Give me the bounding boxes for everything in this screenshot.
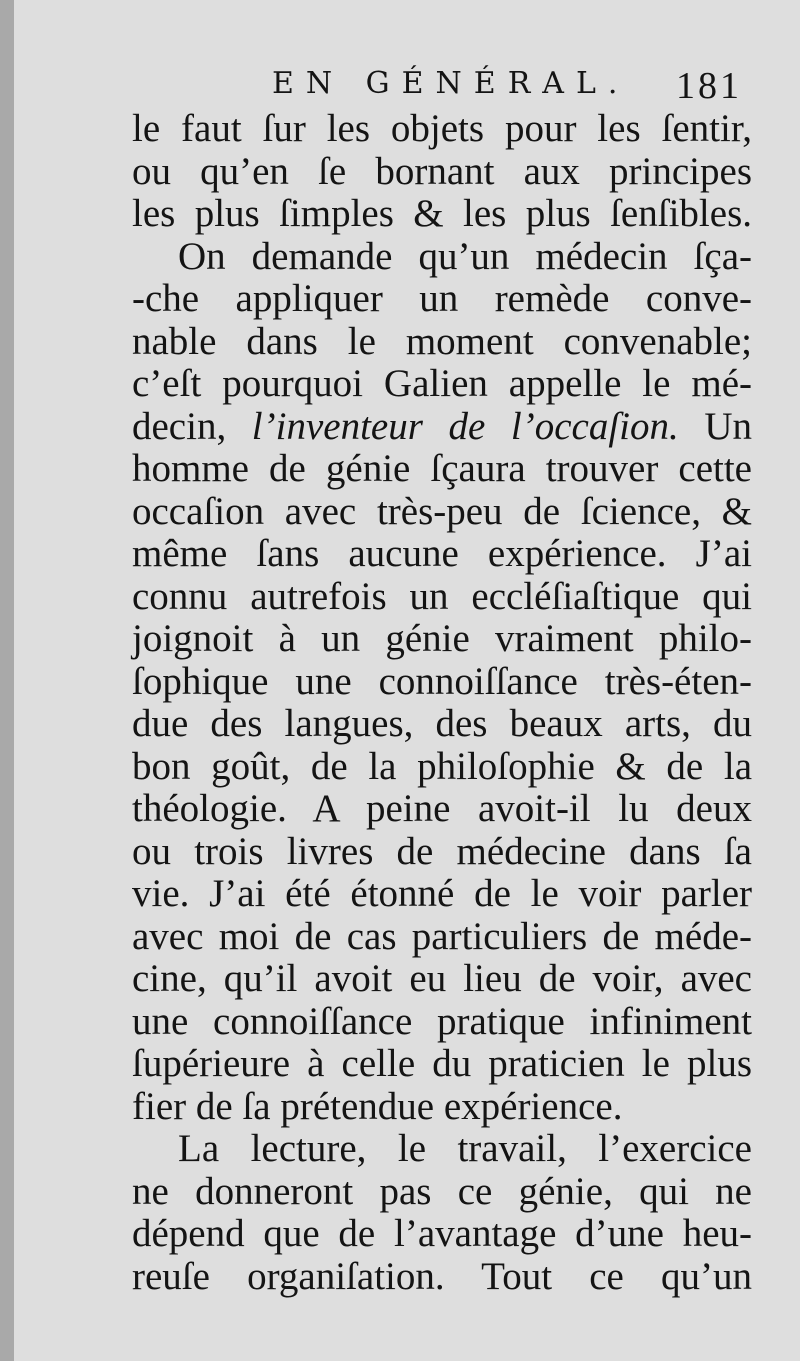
text-line: ou trois livres de médecine dans ſa xyxy=(132,829,752,873)
text-line: le faut ſur les objets pour les ſentir, xyxy=(132,107,752,150)
text-line: ou qu’en ſe bornant aux principes xyxy=(132,149,752,193)
text-line xyxy=(132,406,752,449)
text-line: due des langues, des beaux arts, du xyxy=(132,702,752,745)
text-line: les plus ſimples & les plus ſenſibles. xyxy=(132,192,752,235)
italic-phrase: l’inventeur de l’occaſion. xyxy=(251,404,679,448)
text-line: connu autrefois un eccléſiaſtique qui xyxy=(132,574,752,618)
text-line: bon goût, de la philoſophie & de la xyxy=(132,744,752,788)
text-line: même ſans aucune expérience. J’ai xyxy=(132,532,752,575)
running-title: EN GÉNÉRAL. xyxy=(272,66,630,101)
paragraph-end-line: fier de ſa prétendue expérience. xyxy=(132,1084,623,1128)
text-line: théologie. A peine avoit-il lu deux xyxy=(132,787,752,830)
text-line: cine, qu’il avoit eu lieu de voir, avec xyxy=(132,957,752,1000)
text-line: joignoit à un génie vraiment philo- xyxy=(132,617,752,660)
text-line: occaſion avec très-peu de ſcience, & xyxy=(132,489,752,533)
text-line: c’eſt pourquoi Galien appelle le mé- xyxy=(132,362,752,405)
text-line: ſophique une connoiſſance très-éten- xyxy=(132,659,752,703)
text-line: ſupérieure à celle du praticien le plus xyxy=(132,1042,752,1085)
text-line: avec moi de cas particuliers de méde- xyxy=(132,914,752,958)
text-line: une connoiſſance pratique infiniment xyxy=(132,999,752,1043)
binding-shadow xyxy=(0,0,14,1361)
paragraph-start-line: On demande qu’un médecin ſça- xyxy=(178,234,752,278)
text-line: nable dans le moment convenable; xyxy=(132,319,752,363)
text-line: ne donneront pas ce génie, qui ne xyxy=(132,1169,752,1213)
text-line: vie. J’ai été étonné de le voir parler xyxy=(132,872,752,915)
text-segment: decin, xyxy=(132,404,252,448)
text-line: dépend que de l’avantage d’une heu- xyxy=(132,1212,752,1255)
text-segment: Un xyxy=(678,404,752,448)
text-line: homme de génie ſçaura trouver cette xyxy=(132,447,752,490)
page-number: 181 xyxy=(676,65,742,107)
body-text xyxy=(132,108,752,1298)
text-line: -che appliquer un remède conve- xyxy=(132,277,752,320)
text-line: reuſe organiſation. Tout ce qu’un xyxy=(132,1254,752,1298)
paragraph-start-line: La lecture, le travail, l’exercice xyxy=(178,1127,752,1170)
